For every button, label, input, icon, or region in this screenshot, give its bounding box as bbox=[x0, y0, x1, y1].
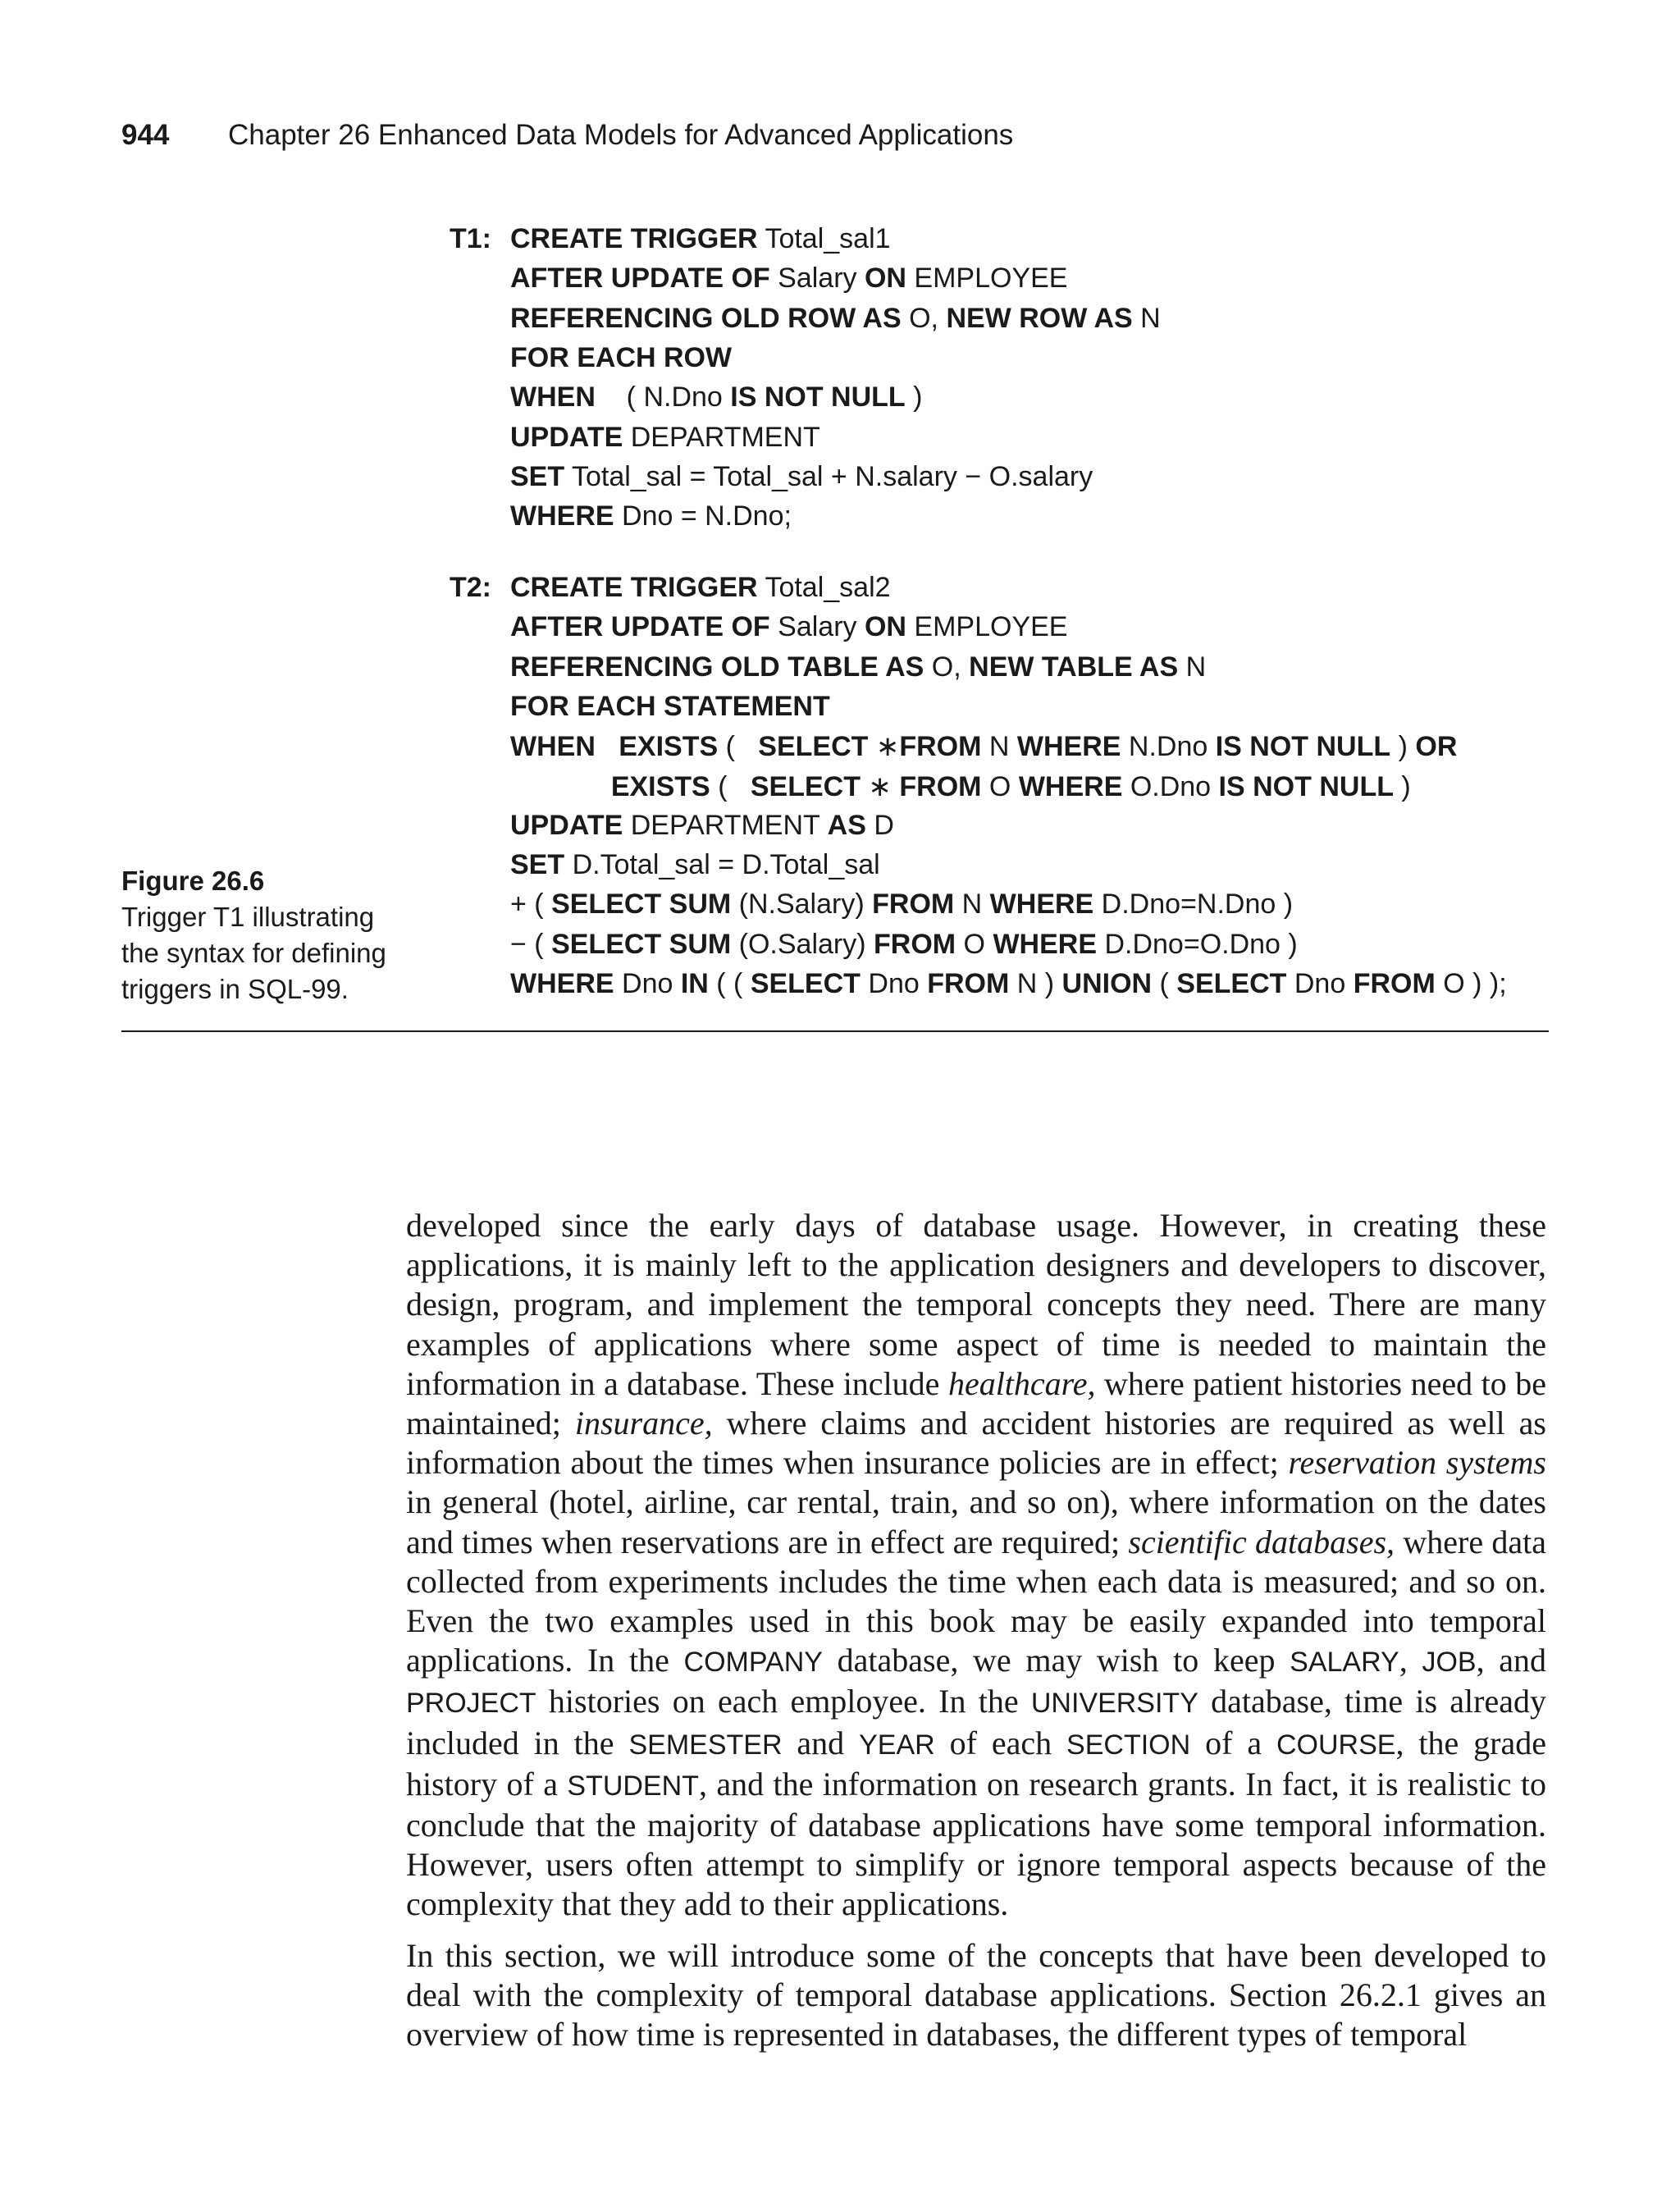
sql-keyword: WHEN bbox=[510, 731, 596, 763]
code-text: O.Dno bbox=[1122, 770, 1219, 802]
sql-keyword: SELECT bbox=[1176, 968, 1287, 999]
code-text: DEPARTMENT bbox=[623, 421, 820, 453]
code-text: Dno bbox=[860, 968, 928, 999]
code-text bbox=[596, 731, 619, 762]
code-text: DEPARTMENT bbox=[623, 809, 828, 841]
code-text: D bbox=[865, 809, 894, 841]
code-line bbox=[510, 929, 1298, 961]
code-text: ( bbox=[1152, 968, 1177, 999]
schema-name: STUDENT bbox=[567, 1770, 699, 1802]
caption-line: the syntax for defining bbox=[121, 938, 386, 968]
code-text: (O.Salary) bbox=[731, 928, 874, 960]
sql-keyword: WHERE bbox=[510, 968, 614, 999]
page-number: 944 bbox=[121, 119, 170, 151]
sql-keyword: UPDATE bbox=[510, 421, 623, 453]
code-text: O bbox=[981, 770, 1019, 802]
code-text: Dno = N.Dno; bbox=[614, 500, 792, 532]
body-paragraph bbox=[406, 1206, 1546, 1925]
code-text: N bbox=[981, 731, 1017, 763]
text-run: of each bbox=[934, 1724, 1067, 1761]
text-run: , bbox=[1399, 1642, 1422, 1679]
code-line bbox=[510, 770, 1411, 803]
caption-line: triggers in SQL-99. bbox=[121, 974, 349, 1004]
sql-keyword: FROM bbox=[899, 731, 982, 763]
italic-term: insurance, bbox=[574, 1405, 713, 1442]
code-line bbox=[510, 461, 1093, 493]
code-text: EMPLOYEE bbox=[906, 611, 1068, 643]
schema-name: PROJECT bbox=[406, 1688, 536, 1720]
sql-keyword: FROM bbox=[1353, 968, 1436, 999]
code-line bbox=[510, 730, 1457, 763]
schema-name: SEMESTER bbox=[628, 1729, 783, 1761]
sql-keyword: REFERENCING OLD TABLE AS bbox=[510, 651, 924, 683]
text-run: developed since the early days of database usage. However, in creating these applications, it is mainly left to the application designers and developers to discover, design, program, and implement the temporal concepts they need. There are many examples of applications where some aspect of time is needed to maintain the information in a database. These include bbox=[406, 1207, 1546, 1402]
sql-keyword: WHERE bbox=[1018, 770, 1123, 802]
sql-keyword: WHERE bbox=[510, 500, 614, 532]
code-line bbox=[510, 223, 891, 255]
sql-keyword: NEW TABLE AS bbox=[969, 651, 1179, 683]
code-text: N ) bbox=[1009, 968, 1062, 999]
code-line bbox=[510, 500, 792, 532]
code-text bbox=[510, 771, 611, 802]
code-text: N bbox=[1178, 651, 1207, 683]
code-text: Total_sal2 bbox=[757, 572, 891, 603]
schema-name: SALARY bbox=[1290, 1647, 1399, 1679]
code-line bbox=[510, 889, 1293, 921]
code-text: ) bbox=[1390, 731, 1416, 763]
text-run: where patient histories need to be maintained; bbox=[406, 1364, 1546, 1442]
text-run: histories on each employee. In the bbox=[536, 1683, 1031, 1720]
sql-keyword: EXISTS bbox=[619, 731, 719, 763]
trigger-label: T2: bbox=[450, 572, 491, 603]
sql-keyword: IN bbox=[680, 968, 709, 999]
code-text: Salary bbox=[769, 263, 865, 295]
code-text: D.Dno=N.Dno ) bbox=[1093, 889, 1294, 921]
italic-term: scientific databases, bbox=[1128, 1523, 1395, 1560]
sql-keyword: FOR EACH STATEMENT bbox=[510, 690, 830, 722]
sql-keyword: WHEN bbox=[510, 381, 596, 413]
sql-keyword: SELECT bbox=[750, 770, 861, 802]
schema-name: SECTION bbox=[1066, 1729, 1191, 1761]
text-run: In this section, we will introduce some of the concepts that have been developed to deal with the complexity of temporal database applications. Section 26.2.1 gives an overview of how time is represented in databases, the different types of temporal bbox=[406, 1936, 1546, 2054]
sql-keyword: FROM bbox=[872, 889, 955, 921]
code-text: ) bbox=[1393, 770, 1411, 802]
text-run: , the grade history of a bbox=[406, 1724, 1546, 1802]
code-text: ( N.Dno bbox=[595, 381, 731, 413]
sql-keyword: CREATE TRIGGER bbox=[510, 572, 758, 603]
code-line bbox=[510, 422, 820, 454]
code-text: (N.Salary) bbox=[731, 889, 873, 921]
sql-keyword: AFTER UPDATE OF bbox=[510, 611, 770, 643]
schema-name: YEAR bbox=[859, 1729, 935, 1761]
schema-name: COMPANY bbox=[683, 1647, 823, 1679]
schema-name: JOB bbox=[1422, 1647, 1477, 1679]
code-text: Dno bbox=[614, 968, 681, 999]
sql-keyword: WHERE bbox=[989, 889, 1094, 921]
code-text: − ( bbox=[510, 928, 552, 960]
sql-keyword: FROM bbox=[899, 770, 982, 802]
text-run: database, we may wish to keep bbox=[822, 1642, 1290, 1679]
sql-keyword: REFERENCING OLD ROW AS bbox=[510, 302, 902, 334]
sql-keyword: WHERE bbox=[993, 928, 1098, 960]
code-text: ( bbox=[710, 770, 751, 802]
code-line bbox=[510, 611, 1067, 643]
code-text: D.Total_sal = D.Total_sal bbox=[564, 849, 880, 881]
code-text: ) bbox=[905, 381, 923, 413]
italic-term: reservation systems bbox=[1288, 1444, 1546, 1482]
sql-keyword: ON bbox=[864, 263, 906, 295]
code-text: O bbox=[956, 928, 993, 960]
code-text: Salary bbox=[769, 611, 865, 643]
code-text: ( bbox=[718, 731, 759, 763]
text-run: , and the information on research grants. In fact, it is realistic to conclude that the majority of database applications have some temporal information. However, users often attempt to simplify or ignore temporal aspects because of the complexity that they add to their applications. bbox=[406, 1765, 1547, 1923]
code-text: N.Dno bbox=[1121, 731, 1216, 763]
text-run: in general (hotel, airline, car rental, train, and so on), where information on the dates and times when reservations are in effect are required; bbox=[406, 1483, 1546, 1560]
sql-keyword: OR bbox=[1415, 731, 1458, 763]
code-text: Dno bbox=[1286, 968, 1354, 999]
code-line bbox=[510, 810, 894, 842]
code-text: EMPLOYEE bbox=[906, 263, 1068, 295]
sql-keyword: SELECT SUM bbox=[551, 889, 732, 921]
text-run: of a bbox=[1190, 1724, 1276, 1761]
sql-keyword: AS bbox=[827, 809, 866, 841]
sql-keyword: IS NOT NULL bbox=[1218, 770, 1394, 802]
sql-keyword: SET bbox=[510, 849, 565, 881]
body-text bbox=[406, 1206, 1546, 2066]
code-text: D.Dno=O.Dno ) bbox=[1097, 928, 1298, 960]
sql-keyword: WHERE bbox=[1016, 731, 1121, 763]
sql-keyword: SELECT SUM bbox=[551, 928, 732, 960]
code-text: Total_sal1 bbox=[757, 223, 891, 254]
code-line bbox=[510, 651, 1206, 683]
code-text: ∗ bbox=[868, 731, 900, 763]
sql-keyword: SET bbox=[510, 460, 565, 492]
sql-keyword: IS NOT NULL bbox=[1215, 731, 1391, 763]
code-line bbox=[510, 342, 732, 374]
sql-keyword: FROM bbox=[927, 968, 1010, 999]
code-text: ( ( bbox=[708, 968, 751, 999]
code-line bbox=[510, 691, 830, 723]
figure-rule bbox=[121, 1030, 1549, 1032]
sql-keyword: IS NOT NULL bbox=[730, 381, 906, 413]
caption-title: Figure 26.6 bbox=[121, 866, 265, 896]
schema-name: COURSE bbox=[1276, 1729, 1396, 1761]
code-line bbox=[510, 849, 880, 881]
code-text: ∗ bbox=[860, 770, 900, 802]
figure-caption bbox=[121, 863, 433, 1007]
sql-keyword: UNION bbox=[1061, 968, 1153, 999]
sql-keyword: SELECT bbox=[758, 731, 869, 763]
text-run: , and bbox=[1476, 1642, 1547, 1679]
sql-keyword: FOR EACH ROW bbox=[510, 341, 733, 373]
trigger-label: T1: bbox=[450, 223, 491, 254]
sql-keyword: ON bbox=[864, 611, 906, 643]
text-run: where data collected from experiments includes the time when each data is measured; and so on. Even the two examples used in this book may be easily expanded into temporal applications. In the bbox=[406, 1523, 1546, 1679]
sql-keyword: CREATE TRIGGER bbox=[510, 223, 758, 254]
caption-line: Trigger T1 illustrating bbox=[121, 902, 375, 932]
code-text: O ) ); bbox=[1435, 968, 1507, 999]
sql-keyword: NEW ROW AS bbox=[946, 302, 1133, 334]
text-run: where claims and accident histories are required as well as information about the times when insurance policies are in effect; bbox=[406, 1405, 1546, 1482]
code-line bbox=[510, 381, 922, 413]
code-line bbox=[510, 303, 1161, 335]
sql-keyword: AFTER UPDATE OF bbox=[510, 263, 770, 295]
page-header bbox=[121, 119, 1013, 152]
sql-keyword: SELECT bbox=[750, 968, 861, 999]
body-paragraph bbox=[406, 1936, 1546, 2055]
code-text: O, bbox=[901, 302, 947, 334]
code-text: O, bbox=[924, 651, 970, 683]
code-text: N bbox=[954, 889, 990, 921]
sql-keyword: EXISTS bbox=[610, 770, 710, 802]
code-line bbox=[510, 263, 1067, 295]
sql-keyword: FROM bbox=[874, 928, 956, 960]
schema-name: UNIVERSITY bbox=[1030, 1688, 1198, 1720]
code-text: + ( bbox=[510, 889, 552, 921]
code-line bbox=[510, 968, 1507, 1000]
text-run: database, time is already included in the bbox=[406, 1683, 1547, 1761]
code-line bbox=[510, 572, 891, 604]
italic-term: healthcare, bbox=[947, 1364, 1096, 1402]
code-text: N bbox=[1132, 302, 1161, 334]
code-text: Total_sal = Total_sal + N.salary − O.salary bbox=[564, 460, 1093, 492]
sql-keyword: UPDATE bbox=[510, 809, 623, 841]
text-run: and bbox=[782, 1724, 860, 1761]
chapter-title: Chapter 26 Enhanced Data Models for Advanced Applications bbox=[228, 119, 1014, 151]
